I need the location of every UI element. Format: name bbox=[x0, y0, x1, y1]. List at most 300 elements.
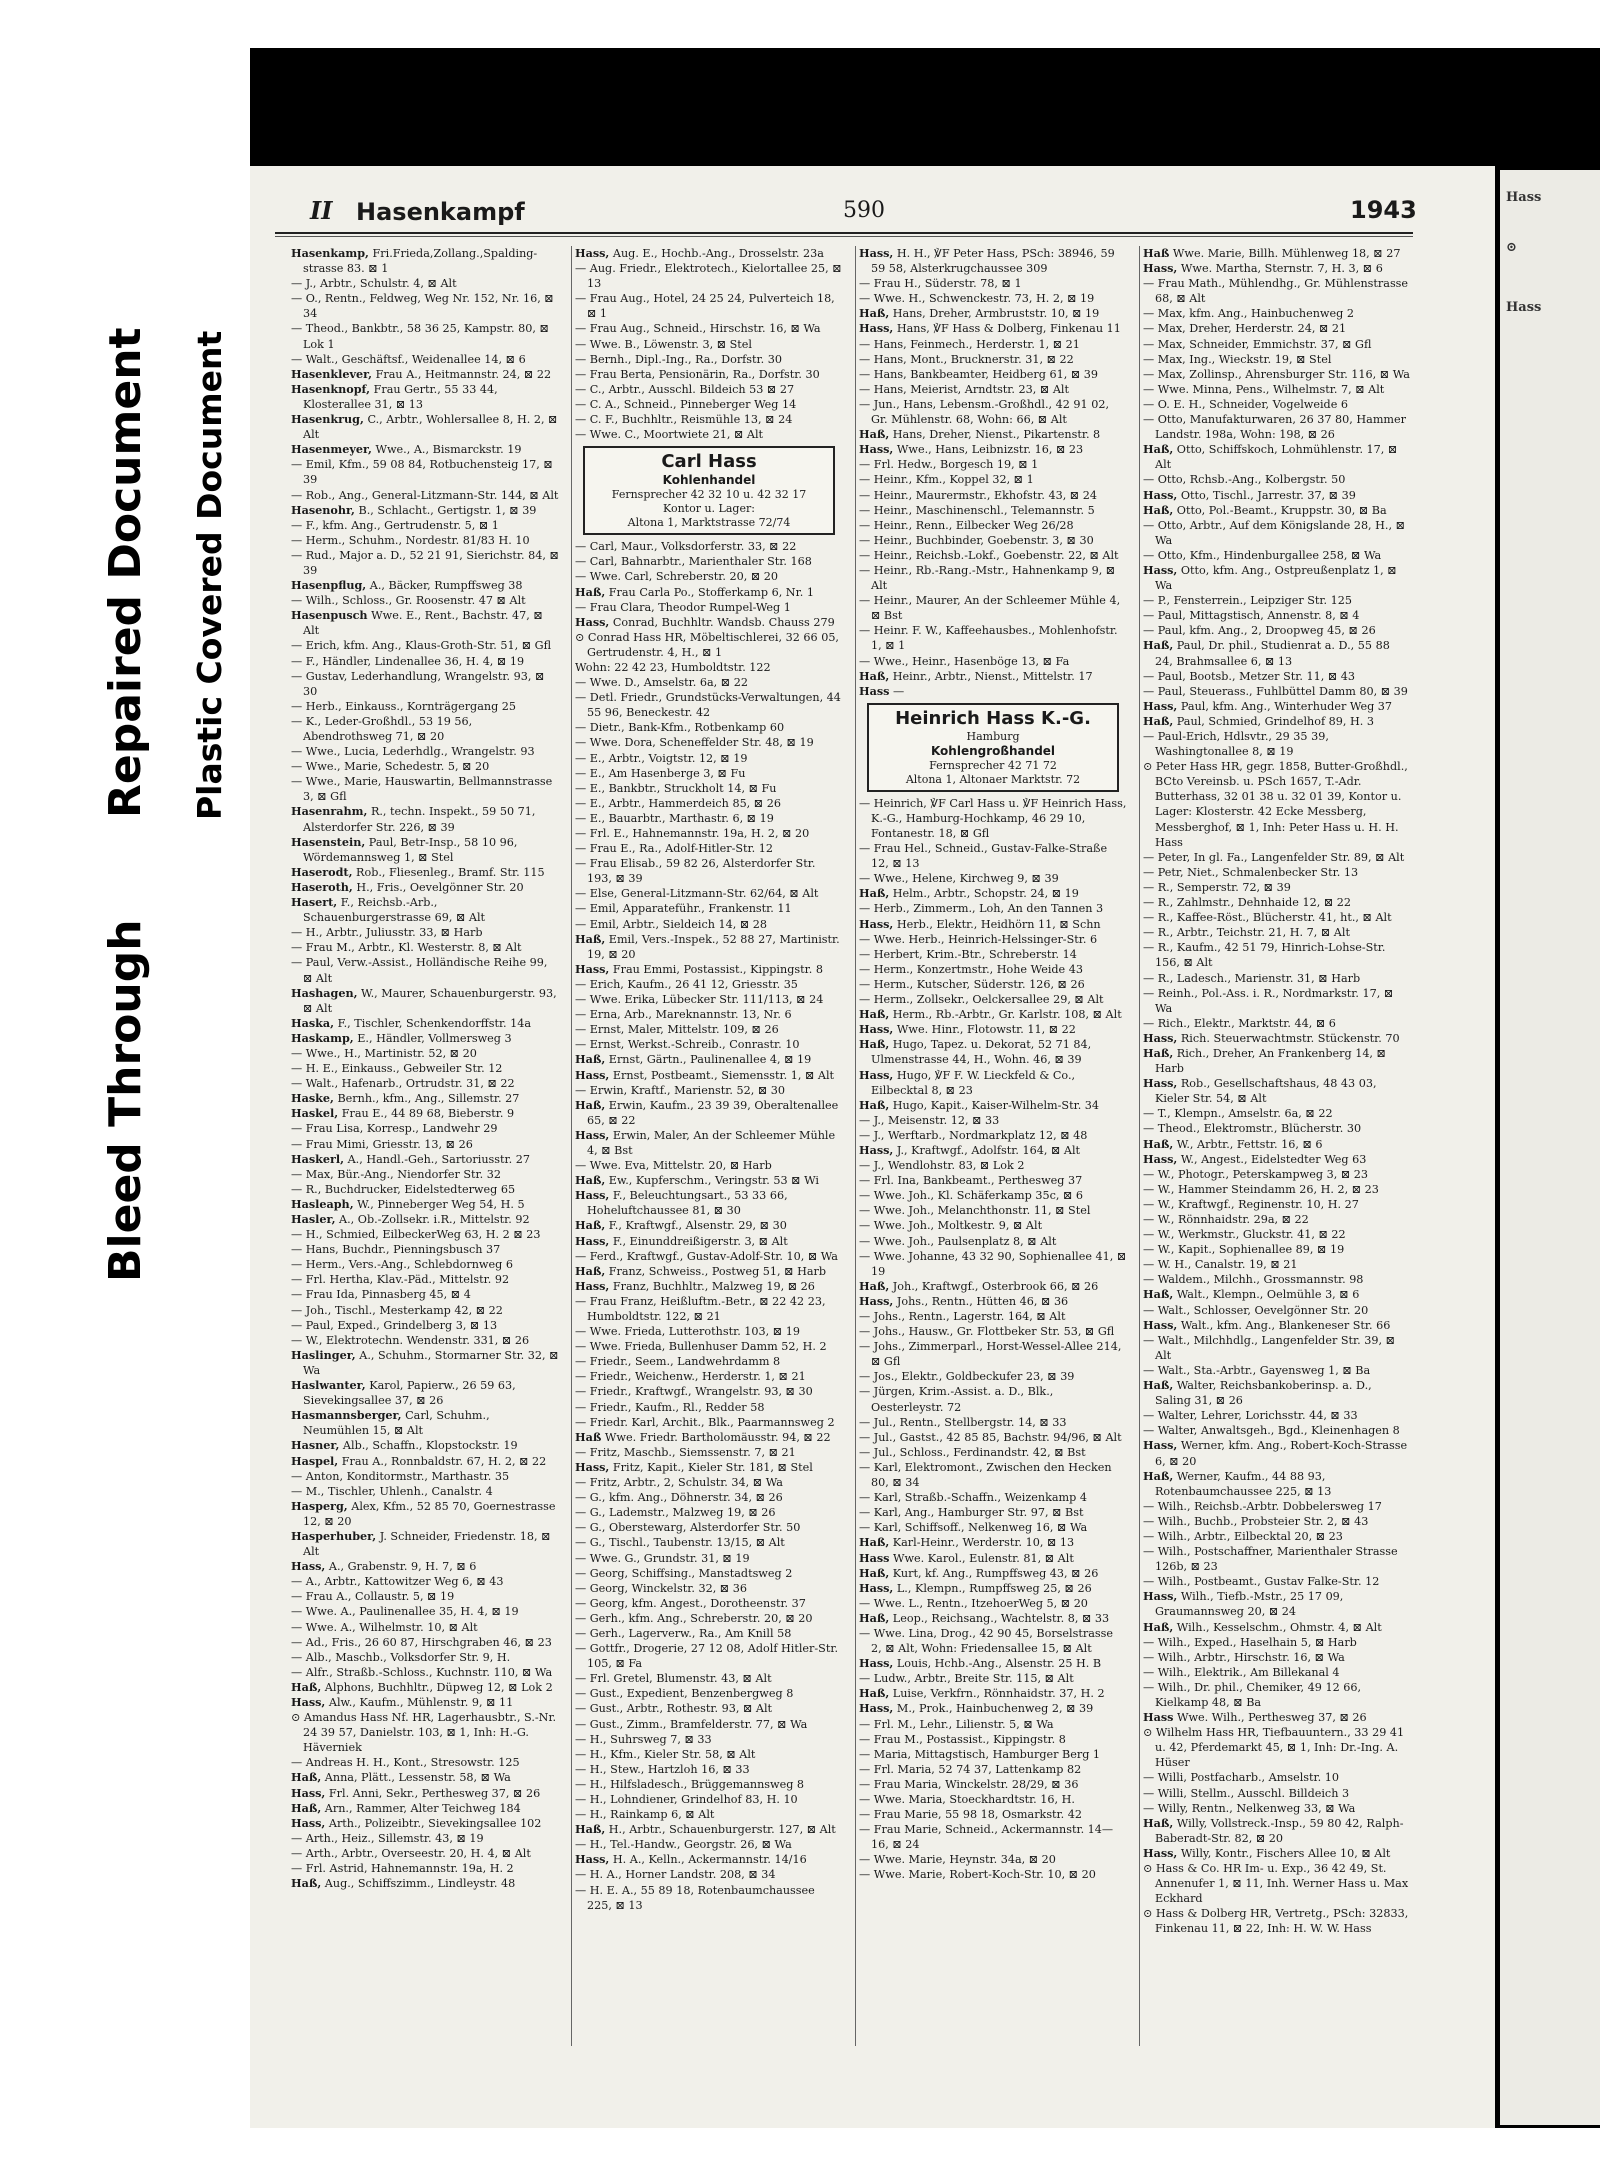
directory-entry bbox=[291, 1469, 559, 1484]
entry-details: — H., Tel.-Handw., Georgstr. 26, ⊠ Wa bbox=[575, 1838, 792, 1852]
entry-details: F., Tischler, Schenkendorffstr. 14a bbox=[337, 1016, 532, 1030]
entry-details: Heinr., Arbtr., Nienst., Mittelstr. 17 bbox=[892, 669, 1093, 683]
entry-details: — R., Kaufm., 42 51 79, Hinrich-Lohse-Str. 156, ⊠ Alt bbox=[1143, 941, 1386, 970]
directory-entry bbox=[1143, 1650, 1411, 1665]
entry-details: — Wwe. Dora, Scheneffelder Str. 48, ⊠ 19 bbox=[575, 736, 814, 750]
entry-surname: Haskamp, bbox=[291, 1030, 354, 1045]
entry-details: — Jun., Hans, Lebensm.-Großhdl., 42 91 02, Gr. Mühlenstr. 68, Wohn: 66, ⊠ Alt bbox=[859, 397, 1109, 427]
entry-details: — Heinr., Reichsb.-Lokf., Goebenstr. 22, ⊠ Alt bbox=[859, 548, 1119, 562]
directory-entry bbox=[1143, 397, 1411, 412]
entry-details: — Gottfr., Drogerie, 27 12 08, Adolf Hitler-Str. 105, ⊠ Fa bbox=[575, 1642, 839, 1671]
entry-surname: Hasenmeyer, bbox=[291, 442, 372, 457]
ad-city: Hamburg bbox=[966, 729, 1020, 743]
entry-details: Alex, Kfm., 52 85 70, Goernestrasse 12, ⊠ 20 bbox=[303, 1499, 556, 1528]
directory-entry bbox=[291, 442, 559, 457]
directory-entry bbox=[859, 1158, 1127, 1173]
entry-details: ⊙ Hass & Co. HR Im- u. Exp., 36 42 49, St. Annenufer 1, ⊠ 11, Inh. Werner Hass u. Max Eckhard bbox=[1143, 1862, 1409, 1906]
directory-entry bbox=[575, 1717, 843, 1732]
directory-entry bbox=[1143, 880, 1411, 895]
entry-details: — H., Lohndiener, Grindelhof 83, H. 10 bbox=[575, 1793, 798, 1806]
directory-entry bbox=[291, 1574, 559, 1589]
entry-surname: Haß, bbox=[859, 1535, 890, 1550]
directory-entry bbox=[859, 1807, 1127, 1822]
directory-entry bbox=[1143, 563, 1411, 593]
entry-details: — Frl. Gretel, Blumenstr. 43, ⊠ Alt bbox=[575, 1672, 772, 1686]
entry-details: Walt., Klempn., Oelmühle 3, ⊠ 6 bbox=[1176, 1288, 1360, 1302]
entry-details: Paul, kfm. Ang., Winterhuder Weg 37 bbox=[1180, 699, 1393, 713]
directory-entry bbox=[291, 1438, 559, 1453]
directory-entry bbox=[575, 337, 843, 352]
entry-details: — H., Rainkamp 6, ⊠ Alt bbox=[575, 1808, 715, 1822]
entry-details: — R., Kaffee-Röst., Blücherstr. 41, ht., ⊠ Alt bbox=[1143, 911, 1392, 925]
directory-entry bbox=[291, 940, 559, 955]
directory-entry bbox=[575, 539, 843, 554]
directory-entry bbox=[575, 554, 843, 569]
column-divider bbox=[1139, 246, 1140, 2046]
entry-details: J. Schneider, Friedenstr. 18, ⊠ Alt bbox=[303, 1529, 551, 1559]
entry-details: — Otto, Rchsb.-Ang., Kolbergstr. 50 bbox=[1143, 473, 1346, 487]
directory-entry bbox=[1143, 940, 1411, 970]
directory-entry bbox=[291, 669, 559, 699]
entry-details: — E., Bauarbtr., Marthastr. 6, ⊠ 19 bbox=[575, 811, 774, 825]
entry-details: — Wilh., Postschaffner, Marienthaler Strasse 126b, ⊠ 23 bbox=[1143, 1545, 1398, 1574]
directory-entry bbox=[291, 367, 559, 382]
directory-entry bbox=[859, 321, 1127, 336]
entry-surname: Haß, bbox=[859, 1278, 890, 1293]
directory-entry bbox=[1143, 1137, 1411, 1152]
entry-details: Louis, Hchb.-Ang., Alsenstr. 25 H. B bbox=[896, 1657, 1102, 1671]
directory-entry bbox=[575, 1188, 843, 1218]
entry-surname: Hass, bbox=[575, 1188, 610, 1203]
entry-details: Willy, Vollstreck.-Insp., 59 80 42, Ralph-Baberadt-Str. 82, ⊠ 20 bbox=[1155, 1816, 1404, 1845]
entry-details: J., Kraftwgf., Adolfstr. 164, ⊠ Alt bbox=[896, 1143, 1081, 1157]
entry-details: — Bernh., Dipl.-Ing., Ra., Dorfstr. 30 bbox=[575, 352, 783, 366]
directory-entry bbox=[859, 1203, 1127, 1218]
entry-details: — Emil, Apparateführ., Frankenstr. 11 bbox=[575, 902, 792, 916]
entry-details: — Frau Math., Mühlendhg., Gr. Mühlenstrasse 68, ⊠ Alt bbox=[1143, 277, 1409, 306]
entry-details: — Jul., Gastst., 42 85 85, Bachstr. 94/96, ⊠ Alt bbox=[859, 1430, 1122, 1444]
entry-surname: Haß, bbox=[1143, 1815, 1174, 1830]
entry-details: — H., Hilfsladesch., Brüggemannsweg 8 bbox=[575, 1777, 805, 1791]
entry-details: — Frau A., Collaustr. 5, ⊠ 19 bbox=[291, 1590, 455, 1604]
directory-entry bbox=[575, 735, 843, 750]
directory-entry bbox=[291, 1046, 559, 1061]
entry-surname: Hass bbox=[1143, 1710, 1174, 1725]
entry-details: — Walter, Lehrer, Lorichsstr. 44, ⊠ 33 bbox=[1143, 1409, 1358, 1423]
entry-surname: Haß, bbox=[859, 1007, 890, 1022]
entry-details: Franz, Schweiss., Postweg 51, ⊠ Harb bbox=[608, 1264, 827, 1278]
entry-surname: Haslwanter, bbox=[291, 1378, 366, 1393]
directory-entry bbox=[291, 1121, 559, 1136]
directory-entry bbox=[859, 563, 1127, 593]
entry-surname: Hasler, bbox=[291, 1212, 336, 1226]
entry-details: Otto, Pol.-Beamt., Kruppstr. 30, ⊠ Ba bbox=[1176, 503, 1387, 517]
directory-entry bbox=[1143, 1544, 1411, 1574]
directory-entry bbox=[291, 1499, 559, 1529]
entry-surname: Hasperg, bbox=[291, 1498, 348, 1513]
directory-entry bbox=[575, 781, 843, 796]
entry-details: — W., Werkmstr., Gluckstr. 41, ⊠ 22 bbox=[1143, 1228, 1346, 1242]
directory-entry bbox=[575, 1173, 843, 1188]
entry-details: — H., Schmied, EilbeckerWeg 63, H. 2 ⊠ 23 bbox=[291, 1228, 541, 1242]
directory-entry bbox=[291, 1604, 559, 1619]
directory-entry bbox=[575, 1641, 843, 1671]
directory-entry bbox=[575, 962, 843, 977]
entry-details: — Max, Ing., Wieckstr. 19, ⊠ Stel bbox=[1143, 352, 1332, 366]
directory-entry bbox=[291, 714, 559, 744]
directory-entry bbox=[859, 1551, 1127, 1566]
entry-details: — Paul, Steuerass., Fuhlbüttel Damm 80, ⊠ 39 bbox=[1143, 684, 1408, 698]
entry-details: — H., Arbtr., Juliusstr. 33, ⊠ Harb bbox=[291, 926, 483, 940]
directory-entry bbox=[859, 1068, 1127, 1098]
entry-details: — Wwe. Marie, Robert-Koch-Str. 10, ⊠ 20 bbox=[859, 1868, 1096, 1882]
directory-entry bbox=[291, 1091, 559, 1106]
directory-entry bbox=[859, 397, 1127, 427]
directory-entry bbox=[1143, 623, 1411, 638]
entry-details: H., Fris., Oevelgönner Str. 20 bbox=[356, 880, 524, 894]
entry-surname: Hass, bbox=[575, 1278, 610, 1293]
entry-details: — H., Kfm., Kieler Str. 58, ⊠ Alt bbox=[575, 1747, 756, 1761]
entry-surname: Hasenohr, bbox=[291, 502, 355, 517]
directory-entry bbox=[1143, 729, 1411, 759]
entry-details: — Alb., Maschb., Volksdorfer Str. 9, H. bbox=[291, 1650, 511, 1664]
entry-details: — Peter, In gl. Fa., Langenfelder Str. 89, ⊠ Alt bbox=[1143, 850, 1405, 864]
directory-entry bbox=[575, 1807, 843, 1822]
directory-entry bbox=[291, 925, 559, 940]
directory-entry bbox=[575, 569, 843, 584]
header-keyword: Hasenkampf bbox=[356, 198, 525, 226]
directory-entry bbox=[575, 1747, 843, 1762]
entry-details: — C., Arbtr., Ausschl. Bildeich 53 ⊠ 27 bbox=[575, 382, 795, 396]
entry-details: — Wwe. Frieda, Lutterothstr. 103, ⊠ 19 bbox=[575, 1325, 800, 1339]
entry-details: — Wwe. D., Amselstr. 6a, ⊠ 22 bbox=[575, 676, 748, 690]
directory-entry bbox=[575, 1460, 843, 1475]
directory-entry bbox=[575, 690, 843, 720]
entry-details: Hans, Dreher, Nienst., Pikartenstr. 8 bbox=[892, 428, 1101, 442]
entry-details: Helm., Arbtr., Schopstr. 24, ⊠ 19 bbox=[892, 887, 1079, 901]
entry-details: Wwe., Hans, Leibnizstr. 16, ⊠ 23 bbox=[896, 443, 1084, 457]
entry-details: — Wwe. Carl, Schreberstr. 20, ⊠ 20 bbox=[575, 570, 779, 584]
entry-details: Frau Gertr., 55 33 44, Klosterallee 31, ⊠ 13 bbox=[303, 382, 498, 411]
entry-details: — Herm., Schuhm., Nordestr. 81/83 H. 10 bbox=[291, 533, 530, 547]
entry-details: — Heinrich, ℣F Carl Hass u. ℣F Heinrich Hass, K.-G., Hamburg-Hochkamp, 46 29 10, Fontanestr. 18, ⊠ Gfl bbox=[859, 796, 1127, 840]
directory-entry bbox=[291, 593, 559, 608]
entry-surname: Hass, bbox=[1143, 1845, 1178, 1860]
directory-entry bbox=[575, 811, 843, 826]
directory-entry bbox=[859, 932, 1127, 947]
directory-entry bbox=[859, 518, 1127, 533]
entry-details: — Hans, Buchdr., Pienningsbusch 37 bbox=[291, 1243, 501, 1257]
entry-details: — Walt., Hafenarb., Ortrudstr. 31, ⊠ 22 bbox=[291, 1077, 515, 1091]
entry-details: — Maria, Mittagstisch, Hamburger Berg 1 bbox=[859, 1747, 1101, 1761]
directory-entry bbox=[1143, 518, 1411, 548]
entry-surname: Haß bbox=[1143, 246, 1170, 260]
entry-details: — R., Buchdrucker, Eidelstedterweg 65 bbox=[291, 1182, 516, 1196]
directory-entry bbox=[575, 352, 843, 367]
directory-entry bbox=[575, 901, 843, 916]
entry-details: — Dietr., Bank-Kfm., Rotbenkamp 60 bbox=[575, 721, 785, 735]
entry-details: — Frau Mimi, Griesstr. 13, ⊠ 26 bbox=[291, 1137, 473, 1151]
entry-details: — Herb., Einkauss., Kornträgergang 25 bbox=[291, 699, 517, 713]
entry-details: W., Pinneberger Weg 54, H. 5 bbox=[357, 1197, 525, 1211]
directory-entry bbox=[575, 1867, 843, 1882]
entry-details: — Walt., Sta.-Arbtr., Gayensweg 1, ⊠ Ba bbox=[1143, 1363, 1371, 1377]
repaired-document-label: Repaired Document bbox=[100, 327, 151, 818]
entry-details: — Friedr., Weichenw., Herderstr. 1, ⊠ 21 bbox=[575, 1370, 806, 1384]
directory-entry bbox=[291, 759, 559, 774]
directory-entry bbox=[291, 548, 559, 578]
directory-entry bbox=[575, 1520, 843, 1535]
directory-entry bbox=[575, 1083, 843, 1098]
entry-surname: Haskerl, bbox=[291, 1151, 345, 1166]
entry-details: Otto, kfm. Ang., Ostpreußenplatz 1, ⊠ Wa bbox=[1155, 563, 1397, 593]
entry-surname: Haß, bbox=[1143, 713, 1174, 728]
entry-details: — G., Oberstewarg, Alsterdorfer Str. 50 bbox=[575, 1521, 801, 1535]
directory-entry bbox=[575, 1686, 843, 1701]
ad-company-name: Carl Hass bbox=[661, 451, 757, 473]
entry-details: — G., Lademstr., Malzweg 19, ⊠ 26 bbox=[575, 1506, 776, 1520]
directory-entry bbox=[575, 1883, 843, 1913]
entry-surname: Hass, bbox=[859, 1580, 894, 1595]
entry-details: — Wwe. Joh., Moltkestr. 9, ⊠ Alt bbox=[859, 1219, 1043, 1233]
ad-address: Altona 1, Marktstrasse 72/74 bbox=[627, 516, 791, 530]
directory-entry bbox=[575, 1535, 843, 1550]
directory-entry bbox=[575, 1264, 843, 1279]
directory-column-1 bbox=[291, 246, 559, 2076]
section-roman-numeral: II bbox=[310, 196, 333, 225]
entry-details: — Paul, Verw.-Assist., Holländische Reihe 99, ⊠ Alt bbox=[291, 956, 548, 985]
directory-entry bbox=[1143, 865, 1411, 880]
entry-details: — Frau E., Ra., Adolf-Hitler-Str. 12 bbox=[575, 842, 773, 856]
directory-entry bbox=[291, 1484, 559, 1499]
directory-entry bbox=[859, 1867, 1127, 1882]
entry-details: — Max, Bür.-Ang., Niendorfer Str. 32 bbox=[291, 1167, 502, 1181]
entry-details: Paul, Dr. phil., Studienrat a. D., 55 88 24, Brahmsallee 6, ⊠ 13 bbox=[1155, 639, 1390, 668]
entry-details: Werner, kfm. Ang., Robert-Koch-Strasse 6, ⊠ 20 bbox=[1155, 1439, 1408, 1468]
entry-details: — Otto, Arbtr., Auf dem Königslande 28, H., ⊠ Wa bbox=[1143, 518, 1405, 547]
entry-surname: Hasenpflug, bbox=[291, 578, 367, 593]
directory-entry bbox=[1143, 1620, 1411, 1635]
directory-entry bbox=[575, 291, 843, 321]
directory-entry bbox=[1143, 699, 1411, 714]
entry-details: — K., Leder-Großhdl., 53 19 56, Abendrothsweg 71, ⊠ 20 bbox=[291, 714, 473, 743]
directory-entry bbox=[575, 856, 843, 886]
entry-surname: Haß, bbox=[1143, 1378, 1174, 1393]
entry-surname: Hasmannsberger, bbox=[291, 1408, 402, 1423]
entry-details: — O. E. H., Schneider, Vogelweide 6 bbox=[1143, 397, 1349, 411]
entry-surname: Hass, bbox=[1143, 487, 1178, 502]
directory-entry bbox=[1143, 321, 1411, 336]
entry-details: — Hans, Meierist, Arndtstr. 23, ⊠ Alt bbox=[859, 382, 1069, 396]
directory-entry bbox=[291, 1861, 559, 1876]
entry-details: — G., Tischl., Taubenstr. 13/15, ⊠ Alt bbox=[575, 1536, 785, 1550]
entry-surname: Haß, bbox=[291, 1679, 322, 1694]
directory-entry bbox=[859, 1309, 1127, 1324]
entry-details: Hugo, ℣F F. W. Lieckfeld & Co., Eilbecktal 8, ⊠ 23 bbox=[871, 1068, 1076, 1097]
entry-details: — Wwe. Johanne, 43 32 90, Sophienallee 41, ⊠ 19 bbox=[859, 1249, 1127, 1278]
directory-entry bbox=[291, 744, 559, 759]
entry-surname: Hass, bbox=[1143, 1076, 1178, 1091]
entry-details: Franz, Buchhltr., Malzweg 19, ⊠ 26 bbox=[612, 1279, 815, 1293]
entry-surname: Hass, bbox=[1143, 1589, 1178, 1604]
directory-entry bbox=[291, 1378, 559, 1408]
directory-entry bbox=[291, 1061, 559, 1076]
entry-details: Wwe., A., Bismarckstr. 19 bbox=[375, 443, 522, 457]
entry-details: — Frau Clara, Theodor Rumpel-Weg 1 bbox=[575, 600, 791, 614]
directory-entry bbox=[1143, 971, 1411, 986]
directory-entry bbox=[575, 1279, 843, 1294]
entry-details: — Frau Hel., Schneid., Gustav-Falke-Straße 12, ⊠ 13 bbox=[859, 842, 1108, 871]
entry-details: — Johs., Hausw., Gr. Flottbeker Str. 53, ⊠ Gfl bbox=[859, 1325, 1115, 1339]
directory-entry bbox=[859, 871, 1127, 886]
entry-details: Paul, Schmied, Grindelhof 89, H. 3 bbox=[1176, 714, 1374, 728]
entry-details: — Walt., Schlosser, Oevelgönner Str. 20 bbox=[1143, 1303, 1369, 1317]
entry-details: — Wwe. Lina, Drog., 42 90 45, Borselstrasse 2, ⊠ Alt, Wohn: Friedensallee 15, ⊠ Alt bbox=[859, 1626, 1113, 1656]
directory-entry bbox=[575, 1671, 843, 1686]
entry-details: R., techn. Inspekt., 59 50 71, Alsterdorfer Str. 226, ⊠ 39 bbox=[303, 805, 536, 834]
entry-details: — Frl. Hedw., Borgesch 19, ⊠ 1 bbox=[859, 458, 1039, 472]
directory-entry bbox=[1143, 1378, 1411, 1408]
entry-details: — Wilh., Arbtr., Eilbecktal 20, ⊠ 23 bbox=[1143, 1529, 1343, 1543]
directory-entry bbox=[291, 895, 559, 925]
entry-details: — Carl, Bahnarbtr., Marienthaler Str. 168 bbox=[575, 555, 812, 569]
entry-details: — Wwe., Lucia, Lederhdlg., Wrangelstr. 93 bbox=[291, 745, 535, 759]
directory-entry bbox=[859, 1520, 1127, 1535]
entry-details: B., Schlacht., Gertigstr. 1, ⊠ 39 bbox=[358, 503, 537, 517]
entry-details: — Frl. Astrid, Hahnemannstr. 19a, H. 2 bbox=[291, 1862, 514, 1876]
entry-surname: Haserodt, bbox=[291, 864, 353, 879]
entry-details: H. H., ℣F Peter Hass, PSch: 38946, 59 59 58, Alsterkrugchaussee 309 bbox=[871, 247, 1115, 276]
carl-hass-advertisement bbox=[583, 446, 835, 535]
directory-entry bbox=[1143, 548, 1411, 563]
directory-entry bbox=[575, 1475, 843, 1490]
entry-details: Otto, Tischl., Jarrestr. 37, ⊠ 39 bbox=[1180, 488, 1356, 502]
entry-details: — Gerh., Lagerverw., Ra., Am Knill 58 bbox=[575, 1626, 792, 1640]
entry-details: — E., Bankbtr., Struckholt 14, ⊠ Fu bbox=[575, 781, 777, 795]
directory-entry bbox=[1143, 608, 1411, 623]
directory-entry bbox=[291, 1770, 559, 1785]
directory-entry bbox=[575, 615, 843, 630]
directory-entry bbox=[1143, 1635, 1411, 1650]
directory-entry bbox=[291, 1755, 559, 1770]
entry-surname: Hass, bbox=[859, 1142, 894, 1157]
entry-details: — H. A., Horner Landstr. 208, ⊠ 34 bbox=[575, 1868, 776, 1882]
directory-entry bbox=[291, 986, 559, 1016]
entry-details: Arn., Rammer, Alter Teichweg 184 bbox=[324, 1801, 521, 1815]
directory-entry bbox=[291, 1408, 559, 1438]
entry-details: — G., kfm. Ang., Döhnerstr. 34, ⊠ 26 bbox=[575, 1491, 783, 1505]
entry-surname: Haß, bbox=[1143, 442, 1174, 457]
entry-details: — T., Klempn., Amselstr. 6a, ⊠ 22 bbox=[1143, 1107, 1333, 1121]
page-header bbox=[268, 196, 1415, 224]
entry-details: — Max, kfm. Ang., Hainbuchenweg 2 bbox=[1143, 307, 1354, 321]
directory-entry bbox=[575, 1339, 843, 1354]
entry-details: — Walt., Milchhdlg., Langenfelder Str. 39, ⊠ Alt bbox=[1143, 1333, 1395, 1362]
entry-details: — Wwe. Joh., Paulsenplatz 8, ⊠ Alt bbox=[859, 1234, 1057, 1248]
entry-details: — Wwe., Heinr., Hasenböge 13, ⊠ Fa bbox=[859, 654, 1070, 668]
directory-entry bbox=[575, 412, 843, 427]
entry-surname: Haska, bbox=[291, 1015, 335, 1030]
entry-details: Carl, Schuhm., Neumühlen 15, ⊠ Alt bbox=[303, 1409, 490, 1438]
entry-details: A., Handl.-Geh., Sartoriusstr. 27 bbox=[347, 1152, 530, 1166]
directory-entry bbox=[859, 1852, 1127, 1867]
ad-business-type: Kohlengroßhandel bbox=[930, 743, 1056, 758]
entry-surname: Hass, bbox=[859, 1656, 894, 1671]
directory-entry bbox=[859, 654, 1127, 669]
directory-entry bbox=[575, 720, 843, 735]
directory-entry bbox=[859, 548, 1127, 563]
entry-surname: Hass, bbox=[291, 1785, 326, 1800]
directory-entry bbox=[859, 917, 1127, 932]
entry-surname: Haß, bbox=[859, 427, 890, 442]
directory-entry bbox=[859, 1717, 1127, 1732]
entry-details: — Jul., Schloss., Ferdinandstr. 42, ⊠ Bst bbox=[859, 1445, 1086, 1459]
entry-surname: Haseroth, bbox=[291, 879, 353, 894]
entry-surname: Haß, bbox=[575, 584, 606, 599]
directory-entry bbox=[1143, 1363, 1411, 1378]
entry-details: Aug., Schiffszimm., Lindleystr. 48 bbox=[324, 1877, 516, 1891]
entry-surname: Haß, bbox=[291, 1876, 322, 1891]
entry-details: — Herm., Konzertmstr., Hohe Weide 43 bbox=[859, 962, 1083, 976]
directory-entry bbox=[575, 1384, 843, 1399]
directory-entry bbox=[1143, 1423, 1411, 1438]
entry-details: — Heinr., Rb.-Rang.-Mstr., Hahnenkamp 9, ⊠ Alt bbox=[859, 563, 1116, 593]
directory-entry bbox=[575, 261, 843, 291]
directory-entry bbox=[575, 1777, 843, 1792]
directory-entry bbox=[575, 1566, 843, 1581]
directory-column-2 bbox=[575, 246, 843, 2076]
entry-surname: Hass bbox=[859, 683, 890, 698]
directory-entry bbox=[1143, 1046, 1411, 1076]
directory-entry bbox=[291, 457, 559, 487]
entry-details: W., Arbtr., Fettstr. 16, ⊠ 6 bbox=[1176, 1137, 1323, 1151]
entry-details: — W., Photogr., Peterskampweg 3, ⊠ 23 bbox=[1143, 1167, 1368, 1181]
directory-entry bbox=[859, 1792, 1127, 1807]
directory-entry bbox=[1143, 276, 1411, 306]
directory-entry bbox=[859, 291, 1127, 306]
directory-entry bbox=[575, 1158, 843, 1173]
entry-details: — Heinr. F. W., Kaffeehausbes., Mohlenhofstr. 1, ⊠ 1 bbox=[859, 624, 1118, 653]
entry-details: — Frl. Ina, Bankbeamt., Perthesweg 37 bbox=[859, 1174, 1083, 1188]
directory-entry bbox=[1143, 925, 1411, 940]
directory-entry bbox=[291, 1816, 559, 1831]
directory-entry bbox=[859, 1294, 1127, 1309]
entry-details: — Willi, Postfacharb., Amselstr. 10 bbox=[1143, 1771, 1339, 1785]
entry-details: Rob., Fliesenleg., Bramf. Str. 115 bbox=[356, 865, 545, 879]
entry-details: — Frau Aug., Schneid., Hirschstr. 16, ⊠ Wa bbox=[575, 322, 821, 336]
header-rule-thin bbox=[275, 236, 1413, 237]
entry-details: — W., Hammer Steindamm 26, H. 2, ⊠ 23 bbox=[1143, 1182, 1379, 1196]
entry-details: Herb., Elektr., Heidhörn 11, ⊠ Schn bbox=[896, 917, 1101, 931]
entry-surname: Haß, bbox=[1143, 1468, 1174, 1483]
entry-details: Emil, Vers.-Inspek., 52 88 27, Martinistr. 19, ⊠ 20 bbox=[587, 932, 840, 961]
entry-details: Ernst, Gärtn., Paulinenallee 4, ⊠ 19 bbox=[608, 1053, 812, 1067]
entry-details: — Jürgen, Krim.-Assist. a. D., Blk., Oesterleystr. 72 bbox=[859, 1385, 1054, 1414]
entry-details: — Wwe. Joh., Melanchthonstr. 11, ⊠ Stel bbox=[859, 1204, 1091, 1218]
entry-details: F., Einunddreißigerstr. 3, ⊠ Alt bbox=[612, 1234, 788, 1248]
directory-entry bbox=[291, 382, 559, 412]
entry-details: Rob., Gesellschaftshaus, 48 43 03, Kieler Str. 54, ⊠ Alt bbox=[1155, 1077, 1377, 1106]
entry-details: — Wwe. Eva, Mittelstr. 20, ⊠ Harb bbox=[575, 1159, 772, 1173]
entry-details: F., Kraftwgf., Alsenstr. 29, ⊠ 30 bbox=[608, 1219, 787, 1233]
directory-entry bbox=[859, 276, 1127, 291]
directory-entry bbox=[1143, 442, 1411, 472]
entry-details: H., Arbtr., Schauenburgerstr. 127, ⊠ Alt bbox=[608, 1823, 836, 1837]
entry-surname: Haß, bbox=[859, 1037, 890, 1052]
directory-entry bbox=[1143, 1786, 1411, 1801]
directory-entry bbox=[859, 901, 1127, 916]
directory-entry bbox=[575, 1490, 843, 1505]
